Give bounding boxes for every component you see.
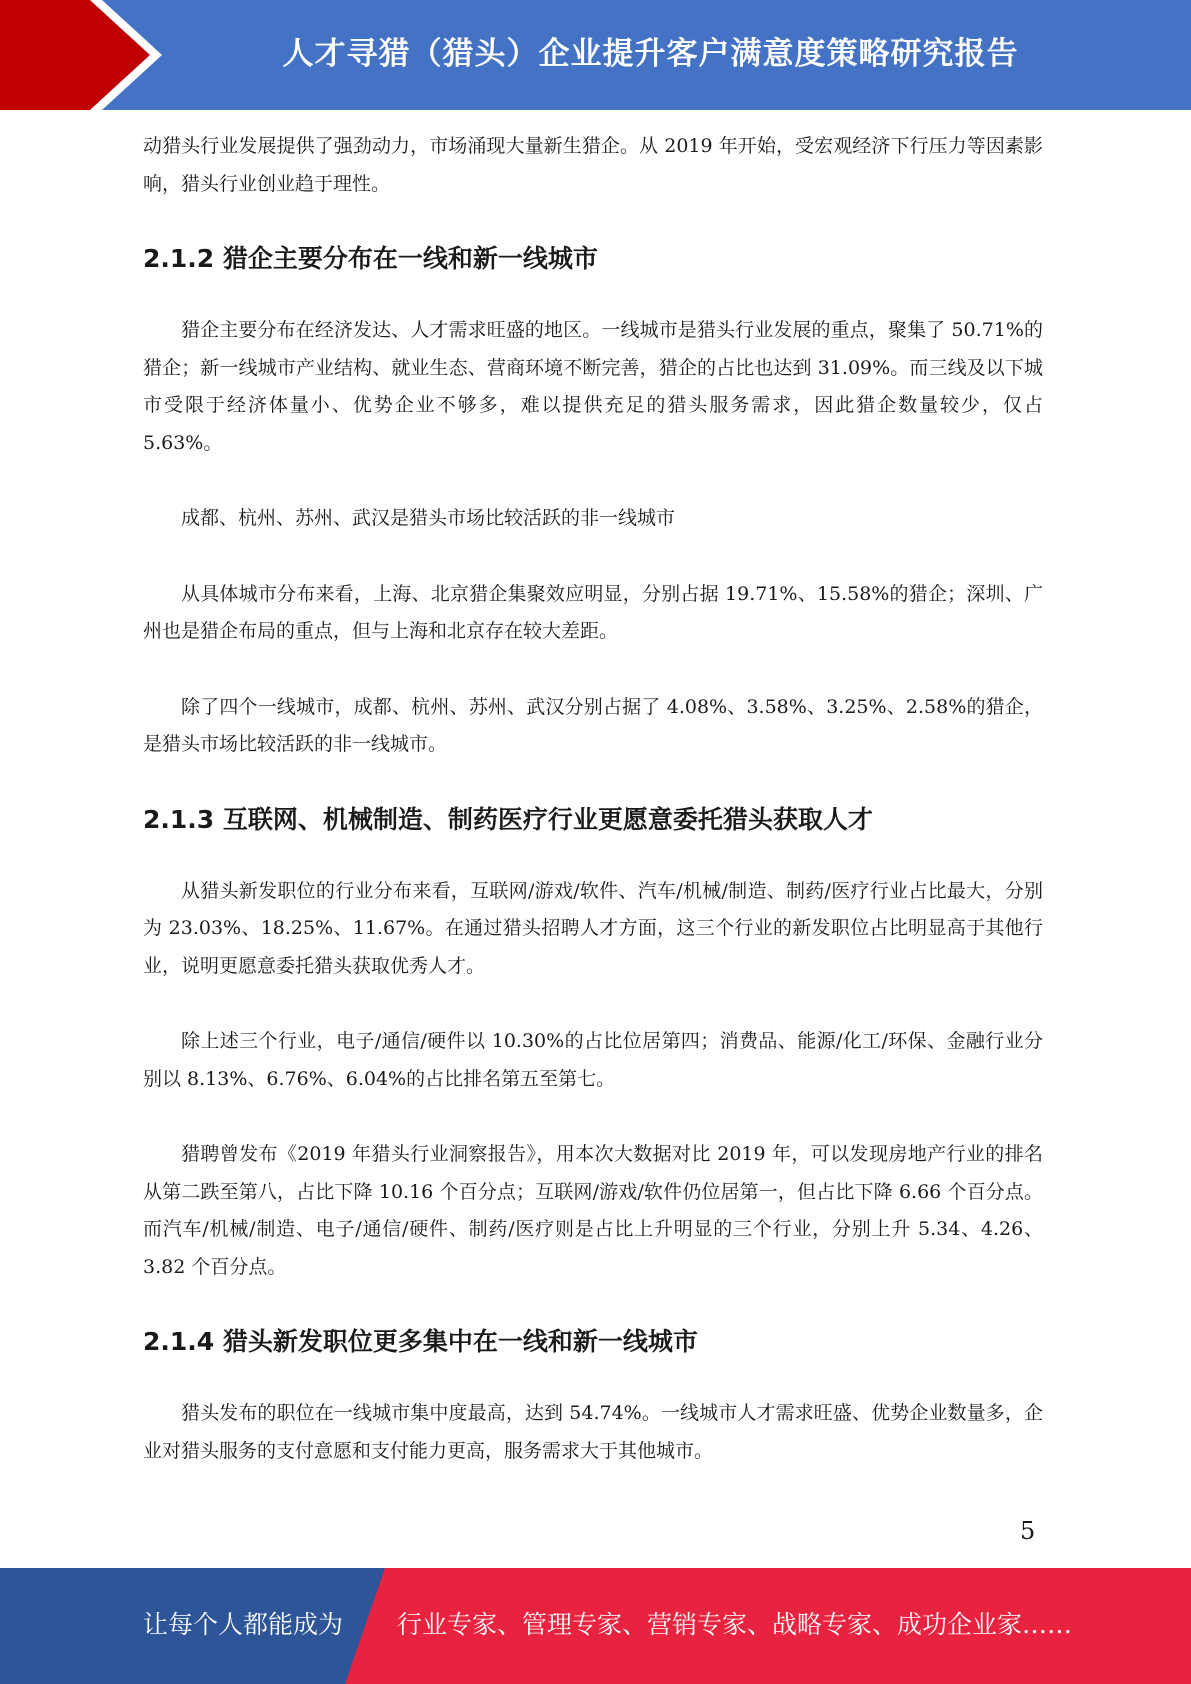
s213-paragraph-3: 猎聘曾发布《2019 年猎头行业洞察报告》，用本次大数据对比 2019 年，可以发现房地产行业的排名从第二跌至第八，占比下降 10.16 个百分点；互联网/游戏/软件仍位居第一，但占比下降 6.66 个百分点。而汽车/机械/制造、电子/通信/硬件、制药/医疗则是占比上升明显的三个行业，分别上升 5.34、4.26、3.82 个百分点。 bbox=[143, 1143, 1043, 1278]
s212-paragraph-1: 猎企主要分布在经济发达、人才需求旺盛的地区。一线城市是猎头行业发展的重点，聚集了 50.71%的猎企；新一线城市产业结构、就业生态、营商环境不断完善，猎企的占比也达到 31.09%。而三线及以下城市受限于经济体量小、优势企业不够多，难以提供充足的猎头服务需求，因此猎企数量较少，仅占 5.63%。 bbox=[143, 319, 1043, 454]
page-body bbox=[143, 128, 1043, 1470]
s212-paragraph-2: 成都、杭州、苏州、武汉是猎头市场比较活跃的非一线城市 bbox=[181, 507, 676, 529]
s212-paragraph-3: 从具体城市分布来看，上海、北京猎企集聚效应明显，分别占据 19.71%、15.58%的猎企；深圳、广州也是猎企布局的重点，但与上海和北京存在较大差距。 bbox=[143, 582, 1043, 642]
page-number: 5 bbox=[1020, 1517, 1036, 1545]
s213-paragraph-2: 除上述三个行业，电子/通信/硬件以 10.30%的占比位居第四；消费品、能源/化工/环保、金融行业分别以 8.13%、6.76%、6.04%的占比排名第五至第七。 bbox=[143, 1030, 1043, 1090]
intro-paragraph: 动猎头行业发展提供了强劲动力，市场涌现大量新生猎企。从 2019 年开始，受宏观经济下行压力等因素影响，猎头行业创业趋于理性。 bbox=[143, 135, 1043, 195]
header-arrow-red bbox=[0, 0, 150, 110]
heading-2-1-4: 2.1.4 猎头新发职位更多集中在一线和新一线城市 bbox=[143, 1327, 698, 1356]
report-title: 人才寻猎（猎头）企业提升客户满意度策略研究报告 bbox=[282, 36, 1019, 72]
s214-paragraph-1: 猎头发布的职位在一线城市集中度最高，达到 54.74%。一线城市人才需求旺盛、优势企业数量多，企业对猎头服务的支付意愿和支付能力更高，服务需求大于其他城市。 bbox=[143, 1402, 1043, 1462]
s213-paragraph-1: 从猎头新发职位的行业分布来看，互联网/游戏/软件、汽车/机械/制造、制药/医疗行业占比最大，分别为 23.03%、18.25%、11.67%。在通过猎头招聘人才方面，这三个行业的新发职位占比明显高于其他行业，说明更愿意委托猎头获取优秀人才。 bbox=[143, 879, 1043, 977]
s212-paragraph-4: 除了四个一线城市，成都、杭州、苏州、武汉分别占据了 4.08%、3.58%、3.25%、2.58%的猎企，是猎头市场比较活跃的非一线城市。 bbox=[143, 695, 1043, 755]
footer-slogan-right: 行业专家、管理专家、营销专家、战略专家、成功企业家…… bbox=[397, 1610, 1073, 1639]
page-header bbox=[0, 0, 1191, 110]
heading-2-1-3: 2.1.3 互联网、机械制造、制药医疗行业更愿意委托猎头获取人才 bbox=[143, 804, 873, 834]
heading-2-1-2: 2.1.2 猎企主要分布在一线和新一线城市 bbox=[143, 244, 598, 273]
page-footer bbox=[0, 1568, 1191, 1684]
footer-slogan-left: 让每个人都能成为 bbox=[143, 1610, 344, 1639]
